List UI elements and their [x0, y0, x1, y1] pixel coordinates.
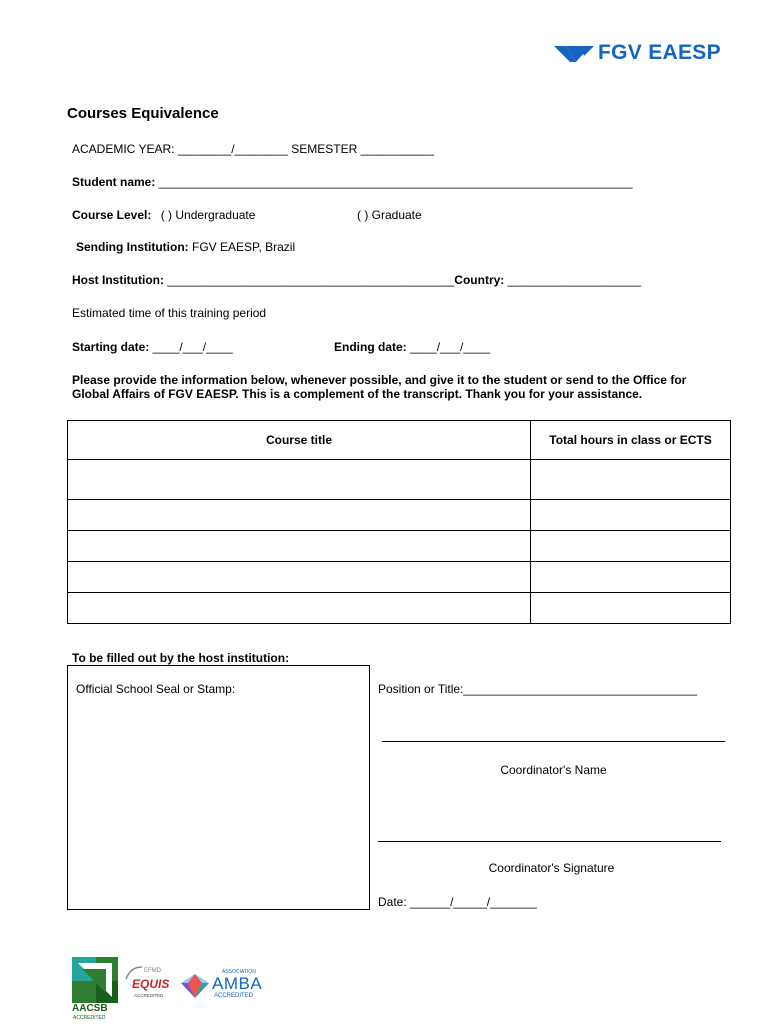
- fgv-wing-icon: [554, 44, 594, 64]
- host-institution-blank: ___________________________________________: [163, 273, 455, 287]
- aacsb-badge: [72, 957, 118, 1021]
- coordinator-name-label: Coordinator's Name: [500, 763, 607, 777]
- accreditation-badges: [72, 957, 272, 1021]
- equis-text: EQUIS: [132, 977, 170, 991]
- table-header-row: [68, 421, 731, 460]
- table-row: [68, 562, 731, 593]
- starting-date-blank: ____/___/____: [149, 340, 233, 354]
- student-name-label: Student name:: [72, 175, 156, 189]
- total-hours-cell[interactable]: [531, 531, 731, 562]
- table-row: [68, 593, 731, 624]
- sending-institution-label: Sending Institution:: [76, 240, 189, 254]
- course-title-cell[interactable]: [68, 562, 531, 593]
- academic-year-field: ACADEMIC YEAR: ________/________ SEMESTER ___________: [72, 142, 435, 156]
- host-institution-row: [72, 273, 641, 287]
- position-title-blank: ___________________________________: [463, 682, 697, 696]
- seal-label: Official School Seal or Stamp:: [76, 682, 236, 696]
- amba-badge: [180, 969, 270, 1009]
- position-title-row: [378, 682, 697, 696]
- efmd-text: EFMD: [144, 968, 161, 974]
- starting-date-row: [72, 340, 233, 354]
- course-title-cell[interactable]: [68, 531, 531, 562]
- course-title-header: Course title: [68, 421, 531, 460]
- undergraduate-option: ( ) Undergraduate: [160, 208, 256, 222]
- aacsb-text: AACSB: [72, 1003, 108, 1014]
- estimated-time-text: Estimated time of this training period: [72, 306, 267, 320]
- instructions-line-1: Please provide the information below, whenever possible, and give it to the student or send to the Office for: [72, 373, 687, 387]
- table-row: [68, 500, 731, 531]
- total-hours-cell[interactable]: [531, 460, 731, 500]
- logo-wordmark: FGV EAESP: [598, 41, 721, 64]
- instructions-line-2: Global Affairs of FGV EAESP. This is a complement of the transcript. Thank you for your assistance.: [72, 387, 643, 401]
- equis-accredited-text: ACCREDITED: [134, 993, 164, 998]
- course-title-cell[interactable]: [68, 593, 531, 624]
- amba-association-text: ASSOCIATION: [222, 969, 256, 975]
- seal-stamp-box: [67, 665, 370, 910]
- course-level-label: Course Level:: [72, 208, 152, 222]
- country-label: Country:: [454, 273, 505, 287]
- position-title-label: Position or Title:: [378, 682, 464, 696]
- coordinator-name-line: [382, 741, 725, 742]
- course-title-cell[interactable]: [68, 460, 531, 500]
- amba-diamond-icon: [180, 973, 210, 999]
- ending-date-blank: ____/___/____: [406, 340, 491, 354]
- total-hours-cell[interactable]: [531, 593, 731, 624]
- host-institution-label: Host Institution:: [72, 273, 164, 287]
- table-row: [68, 460, 731, 500]
- total-hours-header: Total hours in class or ECTS: [531, 421, 731, 460]
- date-blank: ______/_____/_______: [406, 895, 537, 909]
- student-name-row: [72, 175, 633, 189]
- amba-accredited-text: ACCREDITED: [214, 993, 254, 999]
- student-name-blank: _______________________________________________________________________: [155, 175, 633, 189]
- coordinator-signature-label: Coordinator's Signature: [488, 861, 615, 875]
- total-hours-cell[interactable]: [531, 562, 731, 593]
- date-label: Date:: [378, 895, 407, 909]
- courses-table: [67, 420, 731, 624]
- sending-institution-value: FGV EAESP, Brazil: [188, 240, 296, 254]
- coordinator-signature-line: [378, 841, 721, 842]
- starting-date-label: Starting date:: [72, 340, 150, 354]
- aacsb-accredited-text: ACCREDITED: [73, 1015, 106, 1021]
- ending-date-row: [334, 340, 490, 354]
- ending-date-label: Ending date:: [334, 340, 407, 354]
- table-row: [68, 531, 731, 562]
- equis-badge: [122, 965, 172, 1015]
- sending-institution-row: [76, 240, 295, 254]
- country-blank: ____________________: [504, 273, 642, 287]
- course-title-cell[interactable]: [68, 500, 531, 531]
- course-level-row: [72, 208, 255, 222]
- total-hours-cell[interactable]: [531, 500, 731, 531]
- date-row: [378, 895, 537, 909]
- fgv-eaesp-logo: [554, 41, 740, 67]
- aacsb-emblem-icon: [72, 957, 118, 1003]
- page-title: Courses Equivalence: [67, 105, 219, 122]
- amba-text: AMBA: [212, 974, 263, 993]
- graduate-option: ( ) Graduate: [357, 208, 422, 222]
- host-section-heading: To be filled out by the host institution:: [72, 651, 290, 665]
